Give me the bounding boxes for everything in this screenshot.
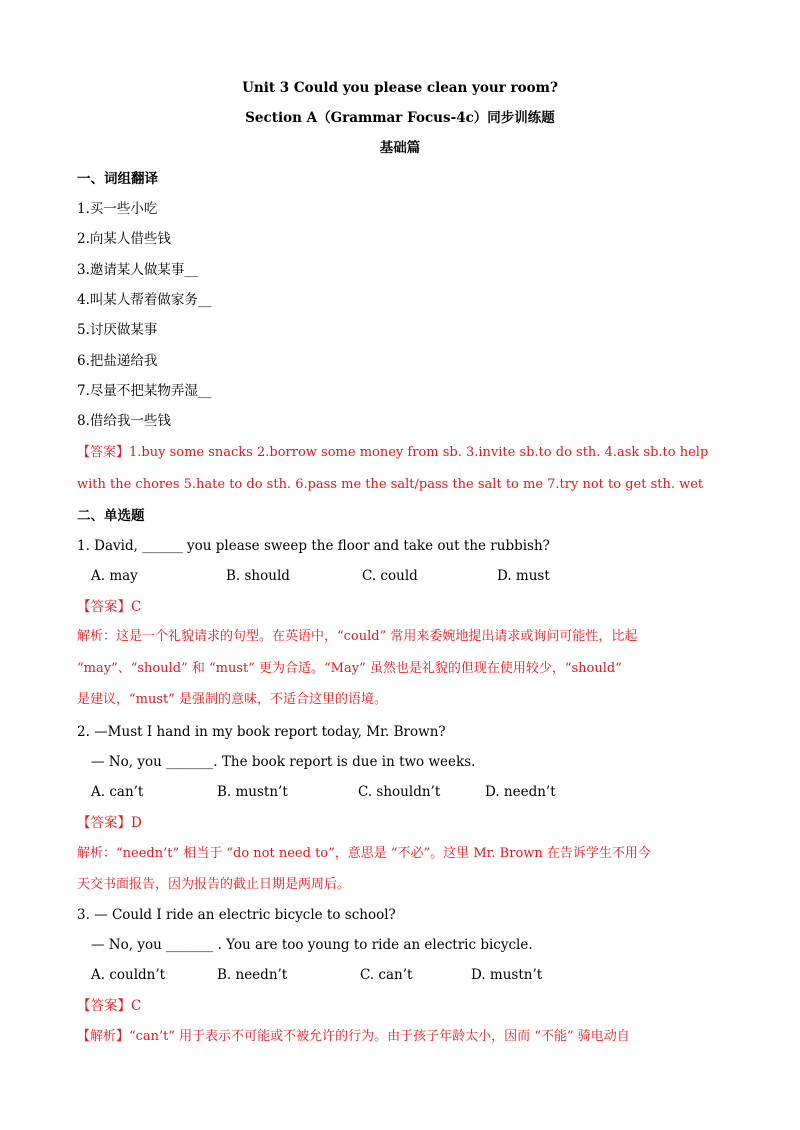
explanation-line: “may”、“should” 和 “must” 更为合适。“May” 虽然也是礼貌的但现在使用较少，“should” [77, 661, 622, 676]
level-heading: 基础篇 [379, 140, 421, 156]
option-a: A. can’t [91, 784, 144, 800]
phrase-item: 4.叫某人帮着做家务__ [77, 292, 212, 308]
option-d: D. must [497, 568, 550, 584]
question-stem-reply: — No, you _______ . You are too young to ride an electric bicycle. [91, 937, 533, 953]
explanation-line: 【解析】“can’t” 用于表示不可能或不被允许的行为。由于孩子年龄太小，因而 “不能” 骑电动自 [77, 1029, 630, 1044]
explanation-line: 天交书面报告，因为报告的截止日期是两周后。 [77, 877, 351, 892]
phrase-item: 6.把盐递给我 [77, 353, 158, 369]
document-subtitle: Section A（Grammar Focus-4c）同步训练题 [245, 110, 555, 126]
phrase-item: 1.买一些小吃 [77, 201, 158, 217]
section-heading-translation: 一、词组翻译 [77, 171, 158, 187]
question-stem: 2. —Must I hand in my book report today, Mr. Brown? [77, 724, 446, 740]
explanation-line: 解析：“needn’t” 相当于 “do not need to”，意思是 “不必”。这里 Mr. Brown 在告诉学生不用今 [77, 846, 651, 861]
option-c: C. could [362, 568, 418, 584]
option-d: D. mustn’t [471, 967, 543, 983]
section-heading-choice: 二、单选题 [77, 508, 145, 524]
phrase-item: 2.向某人借些钱 [77, 231, 171, 247]
answer-label: 【答案】D [77, 815, 142, 831]
question-stem: 1. David, ______ you please sweep the floor and take out the rubbish? [77, 538, 550, 554]
option-b: B. mustn’t [217, 784, 288, 800]
phrase-item: 8.借给我一些钱 [77, 413, 171, 429]
explanation-line: 是建议，“must” 是强制的意味，不适合这里的语境。 [77, 692, 388, 707]
phrase-item: 7.尽量不把某物弄湿__ [77, 383, 212, 399]
option-a: A. couldn’t [91, 967, 166, 983]
question-stem-reply: — No, you _______. The book report is due in two weeks. [91, 754, 476, 770]
answer-label: 【答案】C [77, 599, 142, 615]
explanation-line: 解析：这是一个礼貌请求的句型。在英语中，“could” 常用来委婉地提出请求或询问可能性，比起 [77, 629, 638, 644]
option-c: C. shouldn’t [358, 784, 441, 800]
option-b: B. should [226, 568, 290, 584]
option-c: C. can’t [360, 967, 413, 983]
answer-translation-line1: 【答案】1.buy some snacks 2.borrow some money from sb. 3.invite sb.to do sth. 4.ask sb.to help [77, 445, 709, 460]
option-b: B. needn’t [217, 967, 288, 983]
phrase-item: 3.邀请某人做某事__ [77, 262, 198, 278]
option-a: A. may [91, 568, 138, 584]
document-title: Unit 3 Could you please clean your room? [242, 80, 558, 96]
answer-label: 【答案】C [77, 998, 142, 1014]
option-d: D. needn’t [485, 784, 556, 800]
question-stem: 3. — Could I ride an electric bicycle to school? [77, 907, 396, 923]
phrase-item: 5.讨厌做某事 [77, 322, 158, 338]
answer-translation-line2: with the chores 5.hate to do sth. 6.pass me the salt/pass the salt to me 7.try not to get sth. wet [77, 477, 704, 492]
